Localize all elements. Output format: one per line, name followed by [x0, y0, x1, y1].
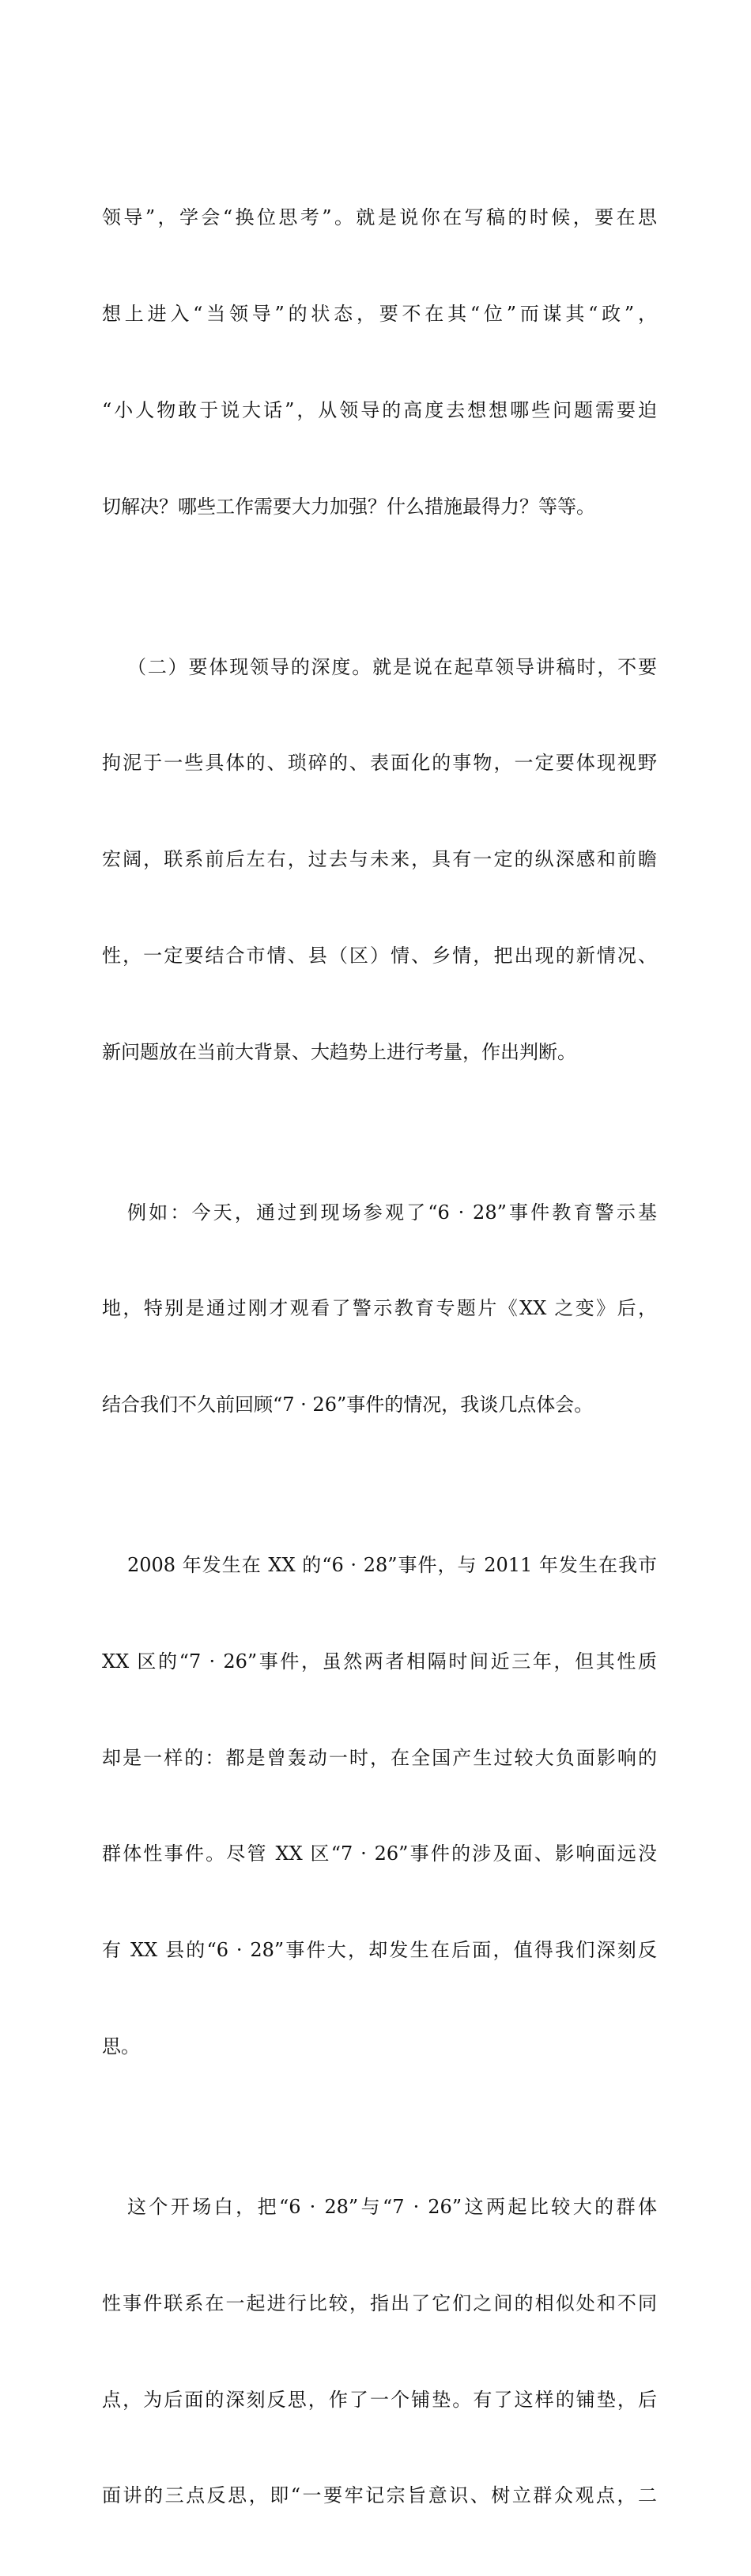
text-line: 2008 年发生在 XX 的“6 · 28”事件，与 2011 年发生在我市 — [127, 1554, 657, 1577]
text-line: 性事件联系在一起进行比较，指出了它们之间的相似处和不同 — [102, 2291, 657, 2314]
paragraph-2 — [102, 586, 657, 1132]
text-line: 宏阔，联系前后左右，过去与未来，具有一定的纵深感和前瞻 — [102, 848, 657, 871]
text-line: 群体性事件。尽管 XX 区“7 · 26”事件的涉及面、影响面远没 — [102, 1842, 657, 1865]
text-line: 例如：今天，通过到现场参观了“6 · 28”事件教育警示基 — [127, 1201, 657, 1224]
text-line: 地，特别是通过刚才观看了警示教育专题片《XX 之变》后， — [102, 1297, 657, 1320]
text-line: 点，为后面的深刻反思，作了一个铺垫。有了这样的铺垫，后 — [102, 2388, 657, 2411]
paragraph-1 — [102, 138, 657, 586]
document-body — [102, 138, 657, 2576]
text-line: 领导”，学会“换位思考”。就是说你在写稿的时候，要在思 — [102, 206, 657, 229]
text-line: （二）要体现领导的深度。就是说在起草领导讲稿时，不要 — [127, 655, 657, 678]
paragraph-3 — [102, 1132, 657, 1485]
text-line: 却是一样的：都是曾轰动一时，在全国产生过较大负面影响的 — [102, 1746, 657, 1769]
text-line: 有 XX 县的“6 · 28”事件大，却发生在后面，值得我们深刻反 — [102, 1939, 657, 1962]
text-line: 切解决？哪些工作需要大力加强？什么措施最得力？等等。 — [102, 495, 595, 518]
text-line: 结合我们不久前回顾“7 · 26”事件的情况，我谈几点体会。 — [102, 1394, 594, 1416]
text-line: 新问题放在当前大背景、大趋势上进行考量，作出判断。 — [102, 1040, 576, 1063]
paragraph-4 — [102, 1485, 657, 2127]
text-line: 思。 — [102, 2035, 140, 2058]
text-line: 这个开场白，把“6 · 28”与“7 · 26”这两起比较大的群体 — [127, 2196, 657, 2218]
text-line: “小人物敢于说大话”，从领导的高度去想想哪些问题需要迫 — [102, 398, 657, 421]
text-line: XX 区的“7 · 26”事件，虽然两者相隔时间近三年，但其性质 — [102, 1650, 657, 1673]
text-line: 面讲的三点反思，即“一要牢记宗旨意识、树立群众观点，二 — [102, 2484, 657, 2507]
paragraph-5 — [102, 2127, 657, 2576]
text-line: 性，一定要结合市情、县（区）情、乡情，把出现的新情况、 — [102, 944, 657, 967]
text-line: 拘泥于一些具体的、琐碎的、表面化的事物，一定要体现视野 — [102, 752, 657, 775]
text-line: 想上进入“当领导”的状态，要不在其“位”而谋其“政”， — [102, 302, 657, 325]
